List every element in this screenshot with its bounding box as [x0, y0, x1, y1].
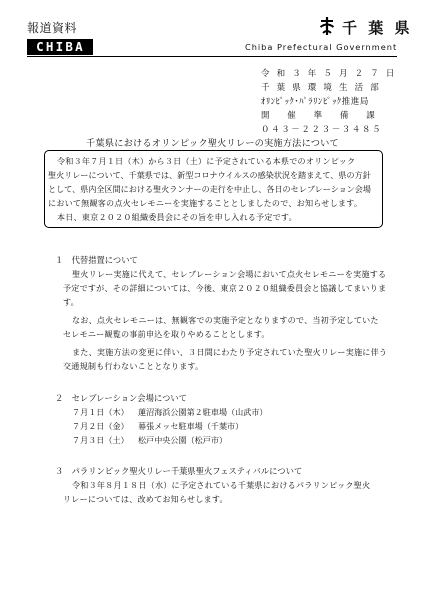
summary-line: 本日、東京２０２０組織委員会にその旨を申し入れる予定です。	[57, 212, 297, 222]
venue-name: 蓮沼海浜公園第２駐車場（山武市）	[138, 407, 268, 417]
section-text-line: リレーについては、改めてお知らせします。	[63, 494, 228, 504]
venue-name: 松戸中央公園（松戸市）	[138, 435, 228, 445]
chiba-logo: CHIBA	[27, 39, 93, 55]
prefecture-crest-icon	[319, 17, 335, 36]
prefecture-name: 千 葉 県	[342, 19, 413, 37]
document-title: 千葉県におけるオリンピック聖火リレーの実施方法について	[86, 138, 339, 149]
summary-line: において無観客の点火セレモニーを実施することとしましたので、お知らせします。	[48, 198, 363, 208]
section-text-line: 聖火リレー実施に代えて、セレブレーション会場において点火セレモニーを実施する	[72, 269, 387, 279]
section-text-line: 予定ですが、その詳細については、今後、東京２０２０組織委員会と協議してまいりま	[63, 283, 387, 293]
section-text-line: す。	[63, 297, 79, 307]
division-name: 開 催 準 備 課	[261, 111, 377, 121]
press-release-label: 報道資料	[27, 21, 78, 35]
summary-line: 令和３年７月１日（木）から３日（土）に予定されている本県でのオリンピック	[57, 156, 356, 166]
section-text-line: なお、点火セレモニーは、無観客での実施予定となりますので、当初予定していた	[72, 315, 379, 325]
summary-line: として、県内全区間における聖火ランナーの走行を中止し、各日のセレブレーション会場	[48, 184, 371, 194]
section-text-line: 交通規制も行わないこととなります。	[63, 361, 204, 371]
venue-date: ７月２日（金）	[72, 421, 129, 431]
section-text-line: セレモニー観覧の事前申込を取りやめることとします。	[63, 329, 270, 339]
section-text-line: また、実施方法の変更に伴い、３日間にわたり予定されていた聖火リレー実施に伴う	[72, 347, 388, 357]
section-heading: ３ パラリンピック聖火リレー千葉県聖火フェスティバルについて	[55, 466, 303, 476]
section-heading: １ 代替措置について	[55, 255, 138, 265]
summary-line: 聖火リレーについて、千葉県では、新型コロナウイルスの感染状況を踏まえて、県の方針	[48, 170, 371, 180]
section-heading: ２ セレブレーション会場について	[55, 393, 187, 403]
section-text-line: 令和３年８月１８日（水）に予定されている千葉県におけるパラリンピック聖火	[72, 480, 371, 490]
venue-date: ７月１日（木）	[72, 407, 129, 417]
header-divider	[27, 56, 397, 57]
office-name: ｵﾘﾝﾋﾟｯｸ･ﾊﾟﾗﾘﾝﾋﾟｯｸ推進局	[261, 97, 369, 107]
contact-phone: ０４３－２２３－３４８５	[261, 125, 383, 135]
department-name: 千 葉 県 環 境 生 活 部	[261, 83, 381, 93]
release-date: 令 和 ３ 年 ５ 月 ２ ７ 日	[261, 69, 397, 79]
venue-name: 幕張メッセ駐車場（千葉市）	[138, 421, 244, 431]
government-english-name: Chiba Prefectural Government	[245, 42, 398, 52]
venue-date: ７月３日（土）	[72, 435, 129, 445]
